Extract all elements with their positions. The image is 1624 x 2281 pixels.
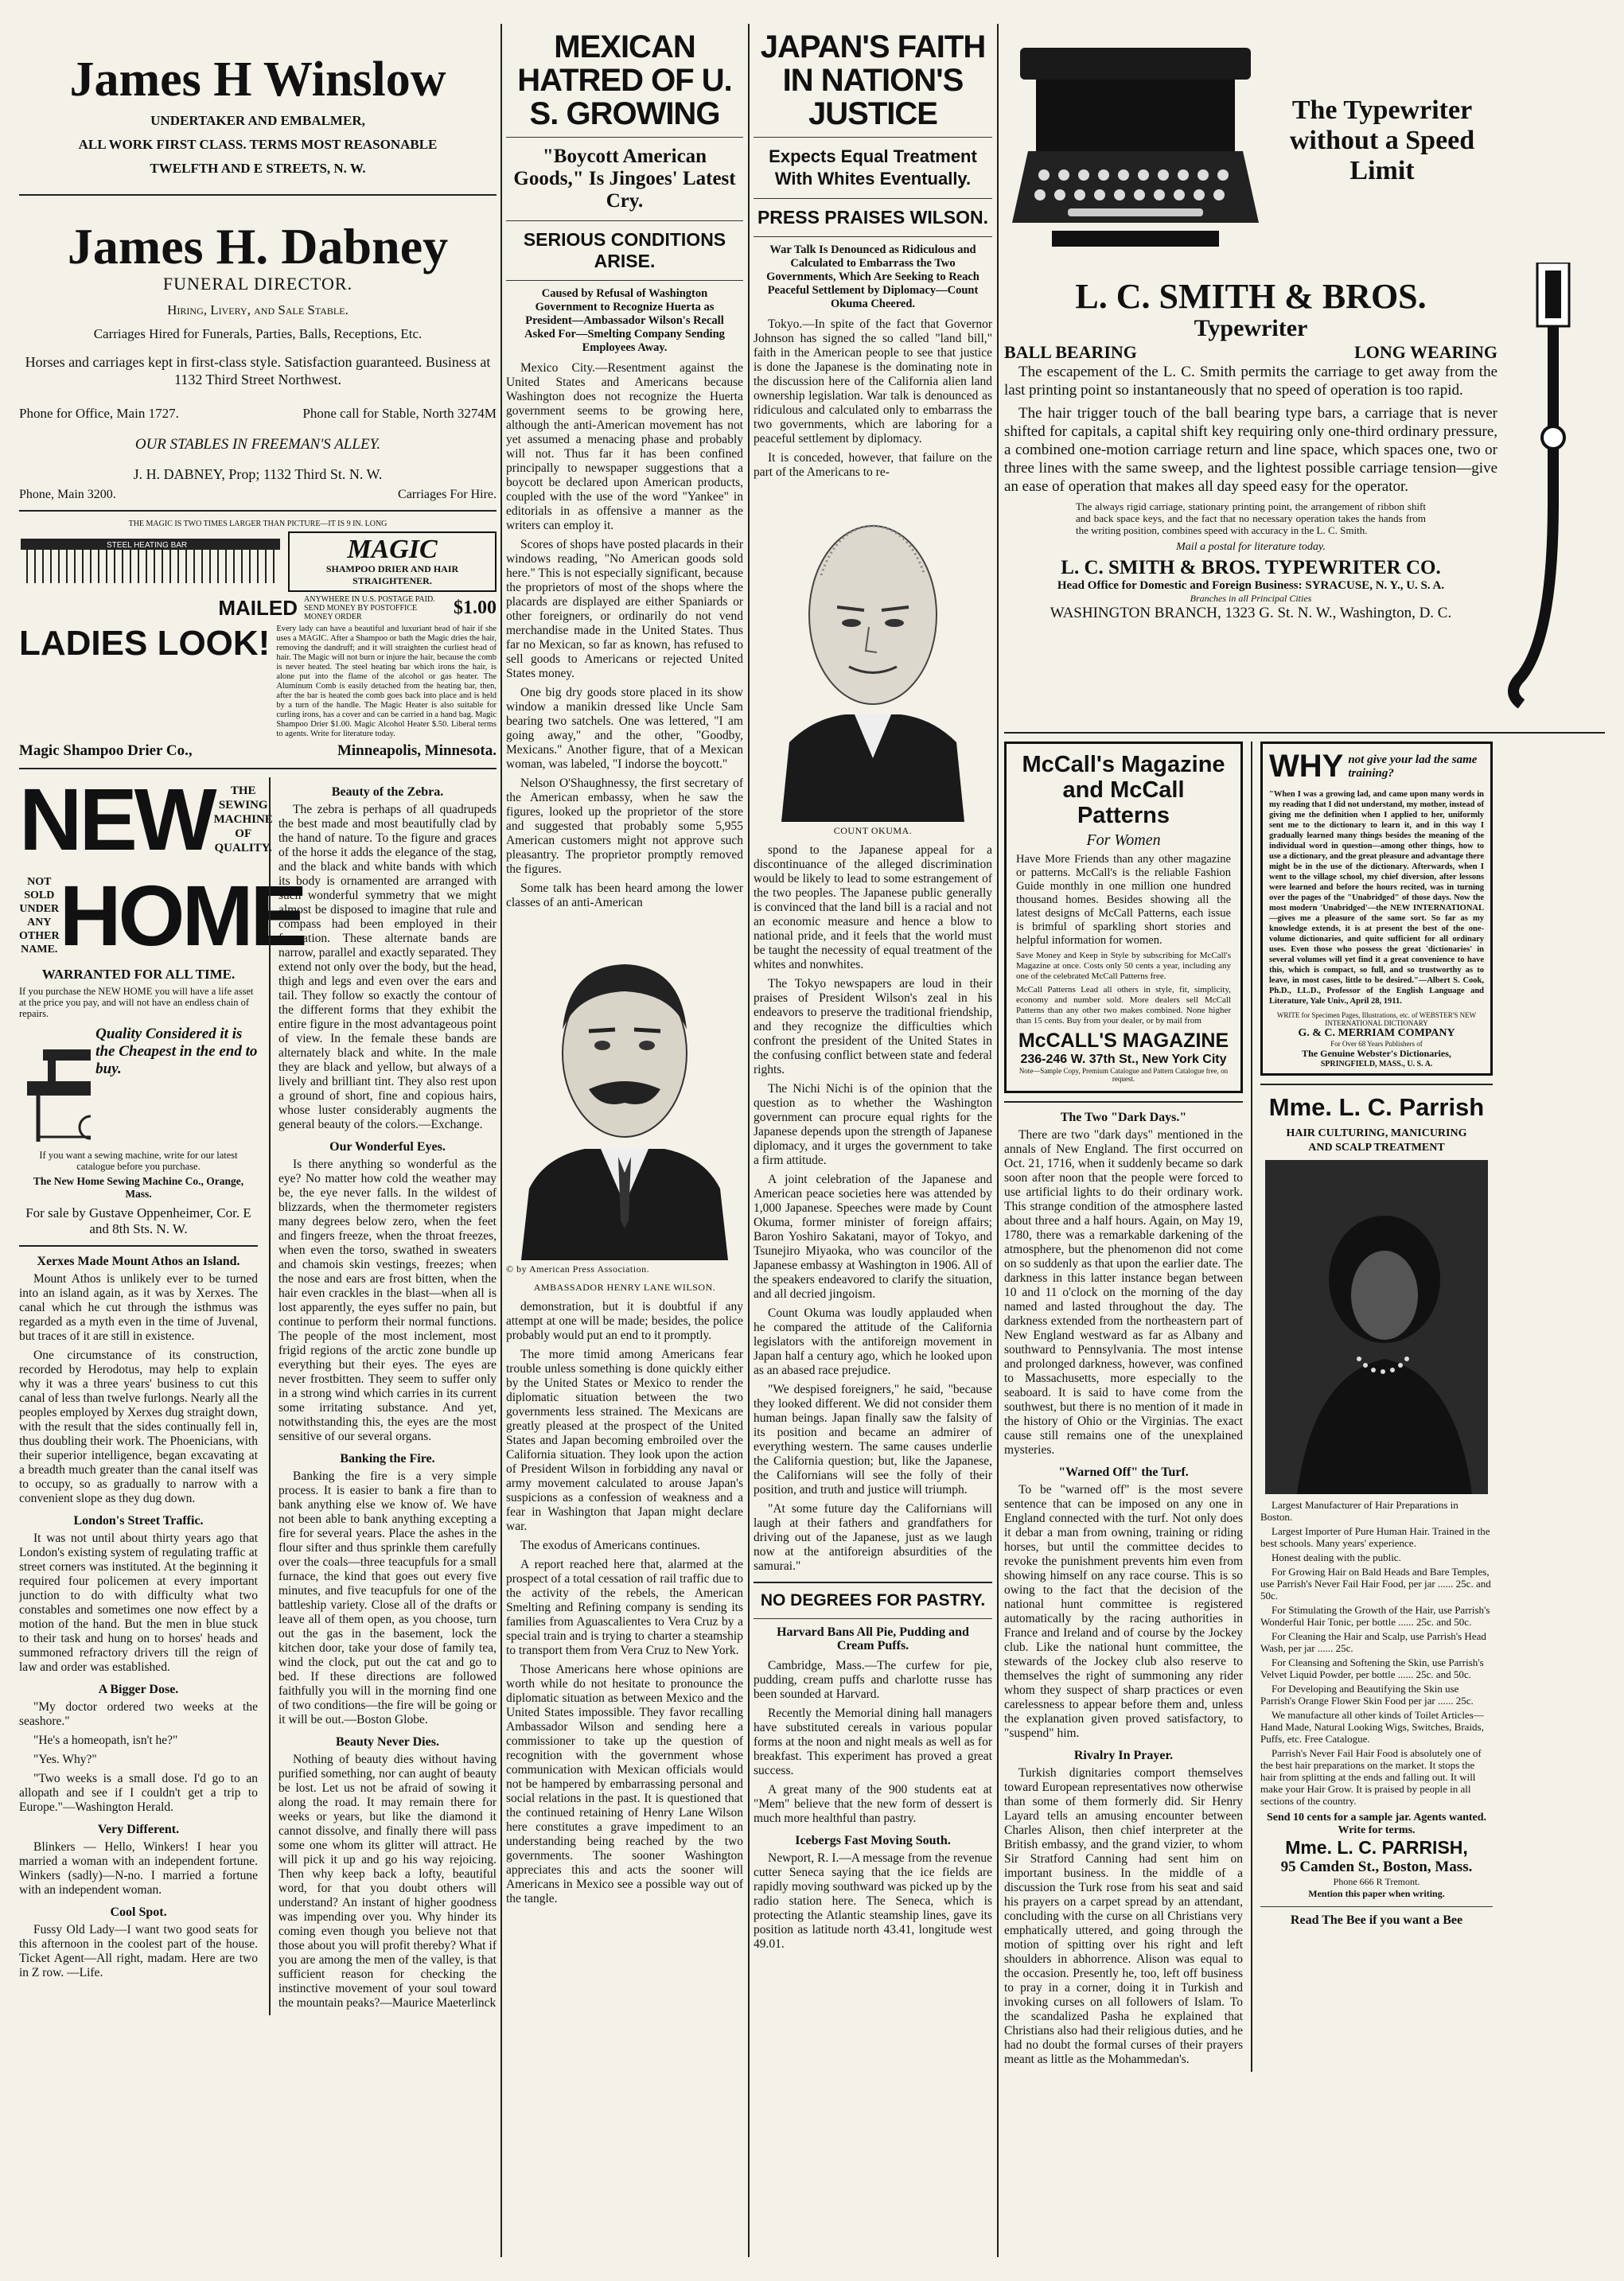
paragraph: One circumstance of its construction, recorded by Herodotus, may help to explain why it was a three years' business to cut this canal of less than twelve furlongs. Nearly all the peoples employed by Xerxes dug straight down, with the result that the sides continually fell in, thus doubling their work. The Phoenicians, with their superior intelligence, began excavating at a breadth much greater than the canal itself was to occupy, so as gradually to narrow with a convenient slope as they dug down. [19, 1349, 258, 1505]
mexican-subhead-2: SERIOUS CONDITIONS ARISE. [523, 229, 726, 271]
parrish-line: Largest Manufacturer of Hair Preparations in Boston. [1260, 1499, 1458, 1523]
smith-company: L. C. SMITH & BROS. TYPEWRITER CO. [1061, 557, 1441, 578]
winslow-line1: UNDERTAKER AND EMBALMER, [150, 113, 365, 128]
smith-branch: WASHINGTON BRANCH, 1323 G. St. N. W., Washington, D. C. [1050, 605, 1452, 621]
japan-body-b [754, 843, 992, 1574]
article-title: A Bigger Dose. [98, 1683, 179, 1696]
icebergs-body [754, 1851, 992, 1952]
parrish-name-2: Mme. L. C. PARRISH, [1285, 1837, 1468, 1858]
paragraph: Mount Athos is unlikely ever to be turned into an island again, as it was by Xerxes. The canal which he cut through the isthmus was regarded as a myth even in the time of Juvenal, but traces of it are still in existence. [19, 1272, 258, 1343]
parrish-line: We manufacture all other kinds of Toilet Articles—Hand Made, Natural Looking Wigs, Switches, Braids, Puffs, etc. Free Catalogue. [1260, 1709, 1484, 1745]
dark-days-body [1004, 1128, 1243, 1458]
divider [754, 137, 992, 138]
merriam-why-rest: not give your lad the same training? [1348, 753, 1478, 780]
paragraph: The Tokyo newspapers are loud in their praises of President Wilson's zeal in his endeavors to preserve the traditional friendship, and they recognize the difficulties which confront the president of the United States in the confusing conflict between state and federal rights. [754, 977, 992, 1076]
magic-mailed: MAILED [218, 596, 298, 620]
magic-mailed-row [19, 595, 497, 621]
magic-body: Every lady can have a beautiful and luxuriant head of hair if she uses a MAGIC. After a Shampoo or bath the Magic dries the hair, removing the dandruff; and it will straighten the curliest head of hair. The Magic will not burn or injure the hair, because the comb is never heated. The steel heating bar which irons the hair, is alone put into the flame of the alcohol or gas heater. The Aluminum Comb is easily detached from the heating bar, then, after the bar is heated the comb goes back into place and is held by a turn of the handle. The Magic Heater is also suitable for curling irons, has a cover and can be carried in a hand bag. Magic Shampoo Drier $1.00. Magic Alcohol Heater $.50. Liberal terms to agents. Write for literature today. [276, 625, 497, 738]
col1-articles [19, 1255, 258, 1980]
merriam-city: SPRINGFIELD, MASS., U. S. A. [1320, 1060, 1433, 1068]
paragraph: One big dry goods store placed in its show window a manikin dressed like Uncle Sam bearing two satchels. One was lettered, "I am going away," and the other, "Goodby, Mexicans." Another figure, that of a Mexican woman, was labeled, "I indorse the boycott." [506, 686, 743, 771]
parrish-mention: Mention this paper when writing. [1308, 1888, 1445, 1899]
japan-headline: JAPAN'S FAITH IN NATION'S JUSTICE [760, 29, 986, 131]
parrish-name: Mme. L. C. Parrish [1268, 1093, 1485, 1121]
dabney-phone-office: Phone for Office, Main 1727. [19, 406, 179, 421]
divider [506, 137, 743, 138]
dabney-name: James H. Dabney [67, 218, 449, 274]
parrish-phone: Phone 666 R Tremont. [1333, 1876, 1420, 1887]
right-lower [1004, 742, 1605, 2072]
lc-smith-ad [1004, 24, 1605, 724]
mexican-column [506, 24, 743, 2257]
mexican-body-a [506, 361, 743, 910]
column-1 [19, 24, 497, 2257]
comb-label: STEEL HEATING BAR [107, 541, 188, 550]
right-sub-left [1004, 742, 1243, 2072]
merriam-write: WRITE for Specimen Pages, Illustrations, etc. of WEBSTER'S NEW INTERNATIONAL DICTIONARY [1276, 1011, 1477, 1027]
new-home-catalogue: If you want a sewing machine, write for our latest catalogue before you purchase. [39, 1150, 238, 1172]
paragraph: A joint celebration of the Japanese and American peace societies here was attended by 1,000 Japanese. Speeches were made by Count Okuma, former minister of foreign affairs; Baron Yoshiro Sakatani, mayor of Tokyo, and Tsunejiro Miyaoka, who was councilor of the Japanese embassy at Washington in 1906. All of the speakers endeavored to clarify the situation, and all decried jingoism. [754, 1173, 992, 1301]
paragraph: Newport, R. I.—A message from the revenue cutter Seneca saying that the ice fields are rapidly moving southward was picked up by the radio station here. The Seneca, which is protecting the Atlantic steamship lines, gave its position as latitude north 43.41, longitude west 49.01. [754, 1851, 992, 1951]
mexican-body-b [506, 1300, 743, 1906]
paragraph: Blinkers — Hello, Winkers! I hear you married a woman with an independent fortune. Winkers (sadly)—N-no. I married a fortune with an independent woman. [19, 1840, 258, 1897]
new-home-company: The New Home Sewing Machine Co., Orange, Mass. [33, 1175, 244, 1200]
smith-mail: Mail a postal for literature today. [1176, 541, 1326, 553]
new-home-purchase: If you purchase the NEW HOME you will have a life asset at the price you pay, and will not have an endless chain of repairs. [19, 986, 254, 1019]
divider [19, 768, 497, 769]
winslow-name: James H Winslow [69, 53, 446, 107]
parrish-address: 95 Camden St., Boston, Mass. [1280, 1859, 1473, 1875]
paragraph: Scores of shops have posted placards in their windows reading, "No American goods sold here." This is not especially significant, because the proprietors of most of the shops where the placards are displayed are either Spaniards or other foreigners, or ordinarily do not vend merchandise made in the United States. Thus far no Mexican, so far as known, has refused to sell goods to Americans or rejected United States money. [506, 538, 743, 680]
paragraph: It is conceded, however, that failure on the part of the Americans to re- [754, 451, 992, 479]
smith-features [1004, 342, 1497, 363]
paragraph: "He's a homeopath, isn't he?" [33, 1734, 178, 1747]
dabney-phone-main: Phone, Main 3200. [19, 488, 116, 501]
smith-ball-bearing: BALL BEARING [1004, 342, 1137, 362]
dabney-carriages: Carriages For Hire. [398, 488, 497, 501]
smith-p1: The escapement of the L. C. Smith permits the carriage to get away from the last printing point so instantaneously that no speed of operation is too rapid. [1004, 364, 1497, 399]
merriam-body: "When I was a growing lad, and came upon many words in my reading that I did not understand, my mother, instead of giving me the definition when I applied to her, uniformly sent me to the dictionary to learn it, and in this way I gradually learned many things besides the meaning of the individual word in question—among other things, how to use a dictionary, and the great pleasure and advantage there might be in the use of the dictionary. Afterwards, when I went to the village school, my chief diversion, after lessons were learned and before the hours recited, was in turning over the pages of the "Unabridged" of those days. Now the most modern 'Unabridged'—the NEW INTERNATIONAL—gives me a pleasure of the same sort. So far as my knowledge extends, it is at present the best of the one-volume dictionaries, and quite sufficient for all ordinary uses. Even those who possess the great 'dictionaries' in several volumes will yet find it a great convenience to have this, which is compact, so full, and so trustworthy as to leave, in most cases, little to be desired."—Albert S. Cook, Ph.D., LL.D., Professor of the English Language and Literature, Yale Univ., April 28, 1911. [1269, 790, 1484, 1006]
new-home-new: NEW [19, 771, 214, 869]
winslow-line2: ALL WORK FIRST CLASS. TERMS MOST REASONABLE [78, 137, 438, 152]
divider [506, 280, 743, 281]
warned-off-title: "Warned Off" the Turf. [1058, 1466, 1189, 1479]
okuma-portrait-image [765, 488, 980, 822]
right-sub-right [1251, 742, 1493, 2072]
article-title: Xerxes Made Mount Athos an Island. [37, 1255, 240, 1268]
mexican-subhead: "Boycott American Goods," Is Jingoes' Latest Cry. [513, 146, 736, 212]
paragraph: "My doctor ordered two weeks at the seashore." [19, 1700, 258, 1728]
japan-subhead: Expects Equal Treatment With Whites Eventually. [769, 146, 977, 189]
magic-header [19, 531, 497, 592]
right-section [1004, 24, 1605, 2257]
magic-company: Magic Shampoo Drier Co., [19, 742, 193, 759]
parrish-line: For Stimulating the Growth of the Hair, use Parrish's Wonderful Hair Tonic, per bottle ...... 25c. and 50c. [1260, 1604, 1490, 1628]
paragraph: It was not until about thirty years ago that London's existing system of regulating traffic at street corners was instituted. At the beginning it required four policemen at every important junction to do with difficulty what two constables and sometimes one now effect by a motion of the hand. But the men in blue stuck to their task and hung on to horses' heads and summoned refractory drivers till the reign of law and order was established. [19, 1532, 258, 1674]
smith-brand: L. C. SMITH & BROS. [1075, 277, 1427, 316]
divider [1260, 1084, 1493, 1085]
paragraph: Count Okuma was loudly applauded when he compared the attitude of the California legislators with the antiforeign movement in Japan half a century ago, which he looked upon as an abased race prejudice. [754, 1306, 992, 1377]
magic-body-row [19, 625, 497, 739]
magic-brand-box [288, 531, 497, 592]
smith-p3: The always rigid carriage, stationary printing point, the arrangement of ribbon shift and back space keys, and the fact that no necessary operation takes the hands from the writing position, combines speed with accuracy in the L. C. Smith. [1076, 500, 1426, 536]
paragraph: A great many of the 900 students eat at "Mem" believe that the new form of dessert is much more healthful than pastry. [754, 1783, 992, 1825]
pastry-body [754, 1659, 992, 1826]
parrish-line: Honest dealing with the public. [1272, 1551, 1401, 1563]
dabney-ad [19, 220, 497, 502]
parrish-line: For Cleansing and Softening the Skin, use Parrish's Velvet Liquid Powder, per bottle ...... 25c. and 50c. [1260, 1656, 1484, 1680]
magic-shampoo-ad [19, 520, 497, 760]
paragraph: Nothing of beauty dies without having purified something, nor can aught of beauty be lost. Let us not be afraid of sowing it along the road. It may remain there for weeks or years, but like the diamond it cannot dissolve, and finally there will pass some one whom its glitter will attract. He will pick it up and go his way rejoicing. Then why keep back a lofty, beautiful word, for that you doubt others will understand? An instant of higher goodness was impending over you. Why hinder its coming even though you believe not that those about you will profit thereby? What if you are among the men of the valley, is that sufficient reason for checking the instinctive movement of your soul toward the mountain peaks?—Maurice Maeterlinck [278, 1753, 497, 2010]
paragraph: The more timid among Americans fear trouble unless something is done quickly either by the United States or Mexico to render the diplomatic situation between the two governments less strained. The Mexicans are greatly pleased at the prospect of the United States and Japan becoming embroiled over the California situation. They look upon the action of President Wilson in forbidding any naval or army movement calculated to arouse Japan's suspicions as a confession of weakness and a fear in Washington that Japan might declare war. [506, 1348, 743, 1533]
article-title: Our Wonderful Eyes. [329, 1140, 446, 1154]
paragraph: The exodus of Americans continues. [520, 1539, 700, 1552]
column-rule [500, 24, 502, 2257]
paragraph: Fussy Old Lady—I want two good seats for this afternoon in the coolest part of the house. Ticket Agent—All right, madam. Here are two in Z row. —Life. [19, 1923, 258, 1979]
mccall-name: McCALL'S MAGAZINE [1018, 1030, 1229, 1052]
paragraph: There are two "dark days" mentioned in the annals of New England. The first occurred on Oct. 21, 1716, when it suddenly became so dark soon after noon that the people were forced to use artificial lights to do their ordinary work. This strange condition of the atmosphere lasted about three and a half hours. Again, on May 19, 1780, there was a remarkable darkening of the atmosphere, but the phenomenon did not come on so suddenly as that upon the earlier date. The darkness in this latter instance began between 10 and 11 o'clock on the morning of the day named and lasted throughout the day. The darkness extended from the northeastern part of New England westward as far as Albany and southward to Pennsylvania. The most intense and prolonged darkness, however, was confined to Massachusetts, more especially to the seaboard. It is said to have come from the southwest, but there is no mention of it made in the history of Ohio or the Virginias. The exact cause still remains one of the unexplained mysteries. [1004, 1128, 1243, 1457]
mexican-headline: MEXICAN HATRED OF U. S. GROWING [517, 29, 732, 131]
parrish-line: Largest Importer of Pure Human Hair. Trained in the best schools. Many years' experience. [1260, 1525, 1490, 1549]
winslow-ad [19, 24, 497, 177]
article-title: Banking the Fire. [340, 1452, 435, 1466]
merriam-for-over: For Over 68 Years Publishers of [1330, 1040, 1423, 1048]
dark-days-title: The Two "Dark Days." [1060, 1111, 1187, 1124]
new-home-machine-row [19, 1026, 258, 1145]
wilson-photo-credit: © by American Press Association. [506, 1263, 650, 1275]
divider [19, 1245, 258, 1247]
parrish-portrait-image [1265, 1160, 1488, 1494]
paragraph: The Nichi Nichi is of the opinion that the question as to whether the Washington government can procure equal rights for the Japanese depends upon the strength of Japanese diplomacy, and it urges the government to take a firm attitude. [754, 1082, 992, 1167]
paragraph: Those Americans here whose opinions are worth while do not hesitate to pronounce the diplomatic situation as between Mexico and the United States impossible. They favor recalling Ambassador Wilson and sending here a commissioner to take up the question of recognition with the government whose communication with Mexican officials would not be hampered by embarrassing personal and social relations in the past. It is questioned that the continued retaining of Henry Lane Wilson here constitutes a grave impediment to an understanding being reached by the two governments. The sooner Washington appreciates this and acts the sooner will Americans in Mexico see a possible way out of the tangle. [506, 1663, 743, 1905]
parrish-line: Parrish's Never Fail Hair Food is absolutely one of the best hair preparations on the market. It stops the hair from splitting at the ends and falling out. It will make your Hair Grow. It is praised by people in all sections of the country. [1260, 1747, 1482, 1807]
magic-footer [19, 742, 497, 760]
smith-text [1004, 278, 1497, 622]
article-title: Beauty of the Zebra. [331, 785, 444, 799]
paragraph: Nelson O'Shaughnessy, the first secretary of the American embassy, when he saw the figures, looked up the proprietor of the store and suggested that probably some 5,955 American customers might not approve such pleasantry. The proprietor promptly removed the figures. [506, 777, 743, 876]
dabney-stables: OUR STABLES IN FREEMAN'S ALLEY. [134, 436, 381, 453]
smith-p2: The hair trigger touch of the ball bearing type bars, a carriage that is never shifted for capitals, a capital shift key requiring only one-third ordinary pressure, a combined one-motion carriage return and line space, which spaces one, two or three lines with the same sweep, and the lightest possible carriage tension—give an ease of operation that makes all day speed easy for the operator. [1004, 405, 1497, 495]
mccall-for-women: For Women [1086, 831, 1161, 849]
smith-branches: Branches in all Principal Cities [1190, 593, 1312, 604]
mccall-p2: Save Money and Keep in Style by subscribing for McCall's Magazine at once. Costs only 50 cents a year, including any one of the celebrated McCall Patterns free. [1016, 951, 1231, 981]
pastry-headline: NO DEGREES FOR PASTRY. [760, 1591, 986, 1610]
merriam-header [1269, 749, 1484, 784]
wilson-portrait-image [513, 918, 736, 1260]
new-home-not-sold: NOT SOLD UNDER ANY OTHER NAME. [19, 876, 60, 956]
pastry-subhead: Harvard Bans All Pie, Pudding and Cream Puffs. [777, 1625, 969, 1652]
new-home-warranted: WARRANTED FOR ALL TIME. [41, 967, 236, 982]
paragraph: Turkish dignitaries comport themselves toward European representatives now otherwise than some of them formerly did. Sir Henry Layard tells an amusing encounter between Charles Alison, then chief interpreter at the British embassy, and the grand vizier, to whom Sir Stratford Canning had sent him on important business. In the middle of a discussion the Turk rose from his seat and said his prayers on a carpet spread by an attendant, concluding with the curse on all Christians very emphatically uttered, and going through the motion of spitting over his right and left shoulders in abhorrence. Alison was equal to the occasion. Presently he, too, left off business to pray in a corner, doing it in Turkish and invoking curses on all followers of Islam. To the scandalized Pasha he explained that Christians also had their religious duties, and he had no doubt the formal curses of their prayers meant as little as the Mohammedan's. [1004, 1766, 1243, 2066]
rivalry-body [1004, 1766, 1243, 2067]
rivalry-title: Rivalry In Prayer. [1073, 1749, 1174, 1762]
dabney-phones [19, 406, 497, 422]
icebergs-title: Icebergs Fast Moving South. [795, 1834, 951, 1847]
dabney-services: Hiring, Livery, and Sale Stable. [167, 302, 349, 317]
mccall-address: 236-246 W. 37th St., New York City [1020, 1053, 1227, 1066]
smith-head-office: Head Office for Domestic and Foreign Business: SYRACUSE, N. Y., U. S. A. [1057, 579, 1445, 592]
divider [19, 510, 497, 512]
parrish-line: For Cleaning the Hair and Scalp, use Parrish's Head Wash, per jar ...... 25c. [1260, 1630, 1486, 1654]
col2-articles [269, 777, 497, 2015]
mccall-p3: McCall Patterns Lead all others in style, fit, simplicity, economy and number sold. More dealers sell McCall Patterns than any other two makes combined. None higher than 15 cents. Buy from your dealer, or by mail from [1016, 985, 1231, 1026]
smith-tagline: The Typewriter without a Speed Limit [1289, 95, 1475, 185]
parrish-ad [1260, 1093, 1493, 1900]
japan-summary: War Talk Is Denounced as Ridiculous and Calculated to Embarrass the Two Governments, Which Are Seeking to Reach Peaceful Settlement by Diplomacy—Count Okuma Cheered. [766, 243, 979, 310]
dabney-line2: Horses and carriages kept in first-class style. Satisfaction guaranteed. Business at 1132 Third Street Northwest. [25, 354, 491, 387]
magic-top-note: THE MAGIC IS TWO TIMES LARGER THAN PICTURE—IT IS 9 IN. LONG [128, 520, 388, 528]
wilson-caption: AMBASSADOR HENRY LANE WILSON. [533, 1282, 716, 1293]
parrish-lines [1260, 1499, 1493, 1807]
divider [506, 220, 743, 221]
new-home-sale: For sale by Gustave Oppenheimer, Cor. E and 8th Sts. N. W. [25, 1205, 251, 1236]
divider [1004, 732, 1605, 734]
smith-product: Typewriter [1194, 315, 1308, 341]
paragraph: spond to the Japanese appeal for a discontinuance of the alleged discrimination would be likely to lead to some estrangement of the two peoples. The Japanese public generally is convinced that the land bill is a racial and not an economic measure and hence a blow to national pride, and it feels that the world must be taught the necessity of equal treatment of the whites and nonwhites. [754, 843, 992, 971]
dabney-footer [19, 488, 497, 502]
parrish-line: For Developing and Beautifying the Skin use Parrish's Orange Flower Skin Food per jar ...... 25c. [1260, 1683, 1474, 1707]
mccall-p1: Have More Friends than any other magazine or patterns. McCall's is the reliable Fashion Guide monthly in one million one hundred thousand homes. Besides showing all the latest designs of McCall Patterns, each issue is brimful of sparkling short stories and helpful information for women. [1016, 853, 1231, 947]
magic-ladies-look: LADIES LOOK! [19, 624, 271, 663]
new-home-home: HOME [59, 867, 305, 963]
japan-subhead-2: PRESS PRAISES WILSON. [757, 207, 989, 228]
divider [1260, 1906, 1493, 1907]
parrish-line: For Growing Hair on Bald Heads and Bare Temples, use Parrish's Never Fail Hair Food, per jar ...... 25c. and 50c. [1260, 1566, 1491, 1602]
winslow-line3: TWELFTH AND E STREETS, N. W. [150, 161, 366, 176]
col1-lower [19, 771, 497, 2015]
mccall-title: McCall's Magazine and McCall Patterns [1022, 752, 1225, 828]
magic-price: $1.00 [454, 597, 497, 618]
merriam-genuine: The Genuine Webster's Dictionaries, [1302, 1048, 1451, 1059]
paragraph: To be "warned off" is the most severe sentence that can be imposed on any one in England connected with the turf. Not only does it debar a man from owning, training or riding horses, but until the committee decides to revoke the punishment prevents him even from showing himself on any race course. This is so owing to the fact that the decision of the national hunt committee is registered automatically by the racing authorities in France and Ireland and of course by the Jockey club. Like the national hunt committee, the stewards of the Jockey club also reserve to themselves the right of summoning any rider whom they suspect of sharp practices or even carelessness to appear before them and, unless the explanation given proved satisfactory, to "suspend" him. [1004, 1483, 1243, 1740]
warned-off-body [1004, 1483, 1243, 1741]
sewing-machine-icon [19, 1026, 91, 1145]
article-title: London's Street Traffic. [73, 1514, 204, 1528]
paragraph: Mexico City.—Resentment against the United States and Americans because Washington does not recognize the Huerta government seems to be growing here, although the anti-American movement has not yet assumed a menacing phase and probably will not. Thus far it has been confined principally to newspaper suggestions that a boycott be declared upon American products, coupled with the use of the word "Yankee" in editorials in as offensive a manner as the writers can employ it. [506, 361, 743, 532]
magic-mailed-note: ANYWHERE IN U.S. POSTAGE PAID. SEND MONEY BY POSTOFFICE MONEY ORDER [304, 595, 435, 621]
typewriter-icon [1004, 40, 1267, 255]
magic-brand: MAGIC [347, 535, 438, 564]
new-home-header [19, 771, 273, 869]
divider [754, 1582, 992, 1583]
magic-brand-sub: SHAMPOO DRIER AND HAIR STRAIGHTENER. [325, 563, 459, 586]
divider [1004, 1101, 1243, 1103]
type-bar-icon [1505, 263, 1601, 708]
paragraph: demonstration, but it is doubtful if any attempt at one will be made; besides, the police probably would put an end to it promptly. [506, 1300, 743, 1342]
dabney-prop: J. H. DABNEY, Prop; 1132 Third St. N. W. [133, 466, 383, 482]
mccall-ad [1004, 742, 1243, 1093]
paragraph: Some talk has been heard among the lower classes of an anti-American [506, 882, 743, 909]
divider [754, 198, 992, 199]
mexican-summary: Caused by Refusal of Washington Government to Recognize Huerta as President—Ambassador Wilson's Recall Asked For—Smelting Company Sending Employees Away. [524, 287, 725, 354]
parrish-tag: HAIR CULTURING, MANICURING AND SCALP TREATMENT [1286, 1127, 1467, 1154]
paragraph: "We despised foreigners," he said, "because they looked different. We did not consider them human beings. Japan finally saw the falsity of its position and became an admirer of everything western. The same causes underlie the California question; but, like the Japanese, the Californians will see the folly of their position, and truth and justice will triumph. [754, 1383, 992, 1497]
parrish-send: Send 10 cents for a sample jar. Agents wanted. Write for terms. [1266, 1812, 1487, 1836]
bee-footer: Read The Bee if you want a Bee [1290, 1913, 1463, 1927]
japan-column [754, 24, 992, 2257]
magic-city: Minneapolis, Minnesota. [337, 742, 497, 759]
paragraph: Is there anything so wonderful as the eye? No matter how cold the weather may be, the eye never falls. In the wildest of blizzards, when the thermometer registers many degrees below zero, when the feet and fingers freeze, when the throat freezes, when even the torso, swathed in sweaters and chamois skin vestings, freezes; when the nose and ears are frost bitten, when the hair even crackles in the blast—when all is lost apparently, the eyes suffer no pain, but continue to perform their normal functions. The people of the most inclement, most frigid regions of the arctic zone bundle up everything but their eyes. The eyes are never frostbitten. They seem to suffer only in a strong wind which carries in its current some irritating substance. And yet, notwithstanding this, the eyes are the most sensitive of our several organs. [278, 1158, 497, 1443]
mccall-note: Note—Sample Copy, Premium Catalogue and Pattern Catalogue free, on request. [1018, 1067, 1229, 1083]
article-title: Cool Spot. [110, 1905, 167, 1919]
paragraph: Recently the Memorial dining hall managers have substituted cereals in various popular forms at the noon and night meals as well as for breakfast. This experiment has proved a great success. [754, 1707, 992, 1777]
paragraph: Cambridge, Mass.—The curfew for pie, pudding, cream puffs and charlotte russe has been sounded at Harvard. [754, 1659, 992, 1701]
dabney-phone-stable: Phone call for Stable, North 3274M [302, 406, 497, 421]
new-home-machine: THE SEWING MACHINE OF QUALITY. [213, 784, 273, 854]
article-title: Very Different. [97, 1823, 180, 1836]
paragraph: "Two weeks is a small dose. I'd go to an allopath and see if I couldn't get a trip to Europe."—Washington Herald. [19, 1772, 258, 1814]
dabney-line1: Carriages Hired for Funerals, Parties, Balls, Receptions, Etc. [93, 326, 423, 341]
paragraph: A report reached here that, alarmed at the prospect of a total cessation of rail traffic due to the activity of the rebels, the American Smelting and Refining company is sending its families from Aguascalientes to Vera Cruz by a special train and is trying to charter a steamship to transport them from Vera Cruz to New York. [506, 1558, 743, 1657]
merriam-ad [1260, 742, 1493, 1076]
merriam-why: WHY [1269, 749, 1344, 784]
japan-body-a [754, 317, 992, 480]
column-rule [748, 24, 750, 2257]
new-home-middle [19, 867, 305, 963]
paragraph: Banking the fire is a very simple process. It is easier to bank a fire than to bank anything else we know of. We have not been able to bank anything excepting a fire for several years. Place the ashes in the flour sifter and thus sprinkle them carefully over the coals—three teacupfuls for a small furnace, the kind that goes out every five minutes, and five teacupfuls for one of the battleship variety. Close all of the drafts or leave all of them open, as you choose, turn out the gas in the basement, lock the kitchen door, take your dose of family tea, wind the clock, put out the cat and go to bed. If these directions are followed faithfully you will in the morning find one of two conditions—the fire will be going or it will be out.—Boston Globe. [278, 1469, 497, 1726]
divider [754, 1618, 992, 1619]
smith-long-wearing: LONG WEARING [1354, 342, 1497, 362]
article-title: Beauty Never Dies. [336, 1735, 439, 1749]
paragraph: Tokyo.—In spite of the fact that Governor Johnson has signed the so called "land bill," faith in the American people to see that justice is done the Japanese is the dominating note in the discussion here of the California alien land ownership legislation. War talk is denounced as ridiculous and calculated only to embarrass the two governments, which are laboring for a peaceful settlement by diplomacy. [754, 317, 992, 446]
divider [754, 236, 992, 237]
paragraph: "At some future day the Californians will laugh at their fathers and grandfathers for driving out of the Japanese, just as we laugh now at the antiforeign absurdities of the samurai." [754, 1502, 992, 1573]
comb-icon [19, 534, 282, 590]
paragraph: "Yes. Why?" [33, 1753, 97, 1766]
divider [19, 194, 497, 196]
column-rule [997, 24, 999, 2257]
okuma-caption: COUNT OKUMA. [833, 825, 913, 836]
merriam-company: G. & C. MERRIAM COMPANY [1298, 1027, 1455, 1039]
new-home-ad [19, 771, 305, 2015]
paragraph: The zebra is perhaps of all quadrupeds the best made and most beautifully clad by the hand of nature. To the figure and graces of the horse it adds the elegance of the stag, and the black and white bands with which its body is ornamented are arranged with such wonderful symmetry that we might almost be disposed to imagine that rule and compass had been employed in their formation. These alternate bands are narrow, parallel and exactly separated. They extend not only over the body, but the head, thigh and legs and even over the ears and tail. They follow so exactly the contour of the different forms that they exhibit the entire figure in the most advantageous point of view. In the female these bands are alternately black and white. In the male they are black and yellow, but always of a lively and brilliant tint. They also rest upon a ground of short, fine and copious hairs, whose luster considerably augments the general beauty of the colors.—Exchange. [278, 803, 497, 1131]
new-home-quality: Quality Considered it is the Cheapest in the end to buy. [95, 1026, 258, 1077]
dabney-title: FUNERAL DIRECTOR. [162, 274, 353, 294]
